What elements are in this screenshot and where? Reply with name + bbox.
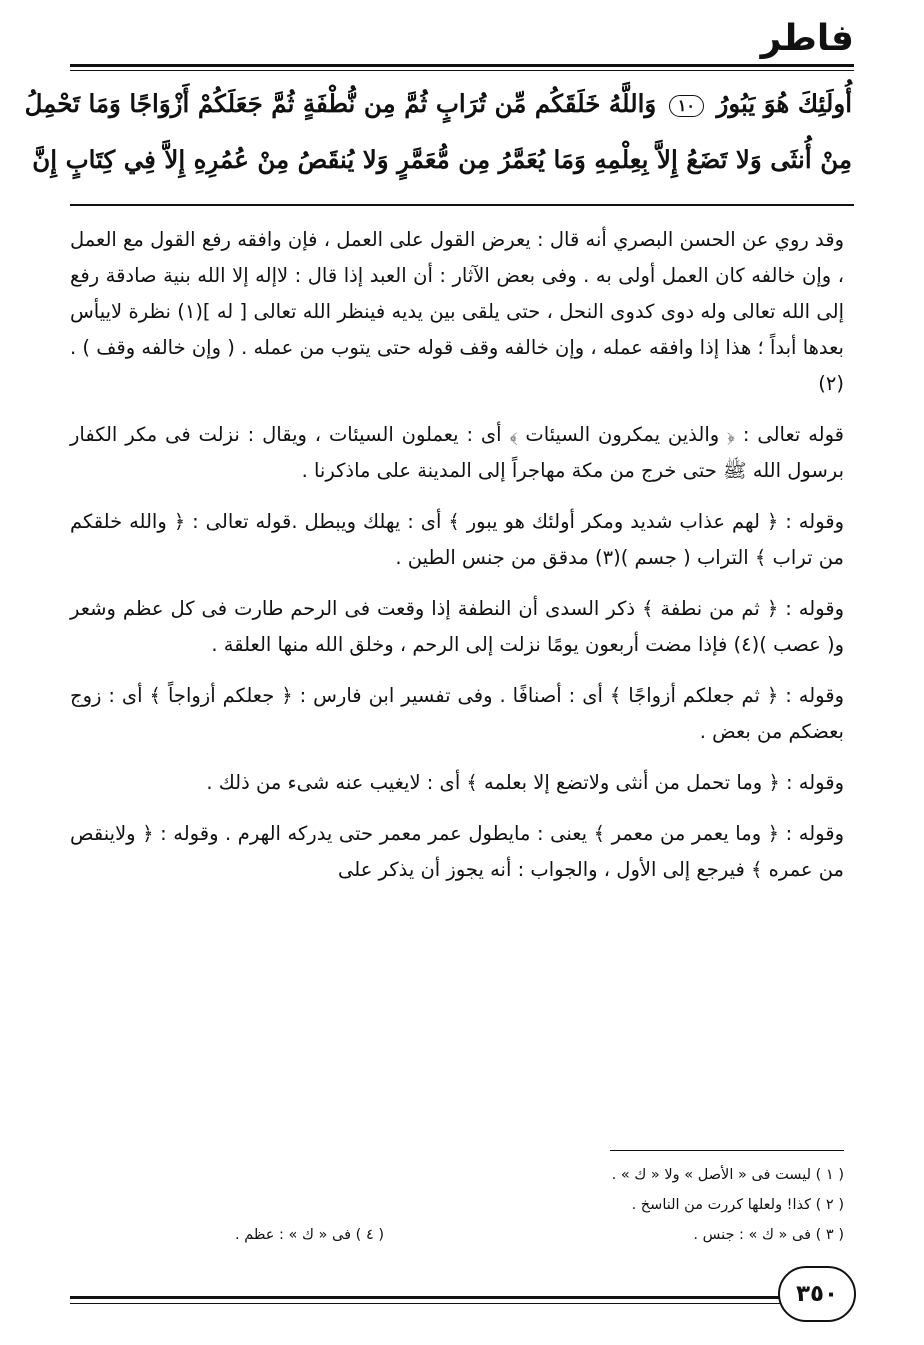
paragraph: وقد روي عن الحسن البصري أنه قال : يعرض القول على العمل ، فإن وافقه رفع القول مع العمل ، وإن خالفه كان العمل أولى به . وفى بعض الآثار : أن العبد إذا قال : لاإله إلا الله بنية صادقة رفع إلى الله تعالى وله دوى كدوى النحل ، حتى يلقى بين يديه فينظر الله تعالى [ له ](١) نظرة لاييأس بعدها أبداً ؛ هذا إذا وافقه عمله ، وإن خالفه وقف قوله حتى يتوب من عمله . ( وإن خالفه وقف ) . (٢) <box>70 228 844 395</box>
footnote-1: ( ١ ) ليست فى « الأصل » ولا « ك » . <box>611 1167 844 1183</box>
quran-verse-block <box>24 76 852 188</box>
footnote-2: ( ٢ ) كذا! ولعلها كررت من الناسخ . <box>631 1197 844 1213</box>
verse-divider <box>70 204 854 206</box>
footnote-3: ( ٣ ) فى « ك » : جنس . <box>693 1227 844 1243</box>
ayah-number-marker: ١٠ <box>669 95 704 117</box>
verse-line-2: مِنْ أُنثَى وَلا تَضَعُ إِلاَّ بِعِلْمِهِ وَمَا يُعَمَّرُ مِن مُّعَمَّرٍ وَلا يُنقَصُ مِنْ عُمُرِهِ إِلاَّ فِي كِتَابٍ إِنَّ <box>32 145 852 174</box>
paragraph: وقوله : ﴿ ثم جعلكم أزواجًا ﴾ أى : أصنافًا . وفى تفسير ابن فارس : ﴿ جعلكم أزواجاً ﴾ أى : زوج بعضكم من بعض . <box>70 684 844 743</box>
paragraph: وقوله : ﴿ ثم من نطفة ﴾ ذكر السدى أن النطفة إذا وقعت فى الرحم طارت فى كل عظم وشعر و( عصب )(٤) فإذا مضت أربعون يومًا نزلت إلى الرحم ، وخلق الله منها العلقة . <box>70 597 844 656</box>
page-number: ٣٥٠ <box>778 1266 856 1322</box>
commentary-body <box>70 222 844 903</box>
paragraph: قوله تعالى : ﴿ والذين يمكرون السيئات ﴾ أى : يعملون السيئات ، ويقال : نزلت فى مكر الكفار برسول الله ﷺ حتى خرج من مكة مهاجراً إلى المدينة على ماذكرنا . <box>70 423 844 482</box>
surah-title: فاطر <box>760 18 854 59</box>
footnote-row <box>80 1220 844 1250</box>
top-rule <box>70 64 854 67</box>
footnote-rule <box>610 1150 844 1151</box>
bottom-rule <box>70 1296 854 1299</box>
verse-text: وَاللَّهُ خَلَقَكُم مِّن تُرَابٍ ثُمَّ مِن نُّطْفَةٍ ثُمَّ جَعَلَكُمْ أَزْوَاجًا وَمَا تَحْمِلُ <box>24 89 657 118</box>
bottom-rule-thin <box>70 1303 854 1304</box>
footnote-4: ( ٤ ) فى « ك » : عظم . <box>235 1227 385 1243</box>
footnotes <box>80 1160 844 1250</box>
paragraph: وقوله : ﴿ لهم عذاب شديد ومكر أولئك هو يبور ﴾ أى : يهلك ويبطل .قوله تعالى : ﴿ والله خلقكم من تراب ﴾ التراب ( جسم )(٣) مدقق من جنس الطين . <box>70 510 844 569</box>
top-rule-thin <box>70 70 854 71</box>
paragraph: وقوله : ﴿ وما تحمل من أنثى ولاتضع إلا بعلمه ﴾ أى : لايغيب عنه شىء من ذلك . <box>206 771 844 794</box>
paragraph: وقوله : ﴿ وما يعمر من معمر ﴾ يعنى : مايطول عمر معمر حتى يدركه الهرم . وقوله : ﴿ ولاينقص من عمره ﴾ فيرجع إلى الأول ، والجواب : أنه يجوز أن يذكر على <box>70 822 844 881</box>
verse-text-end-prev: أُولَئِكَ هُوَ يَبُورُ <box>716 89 852 118</box>
verse-line-1 <box>24 76 852 132</box>
